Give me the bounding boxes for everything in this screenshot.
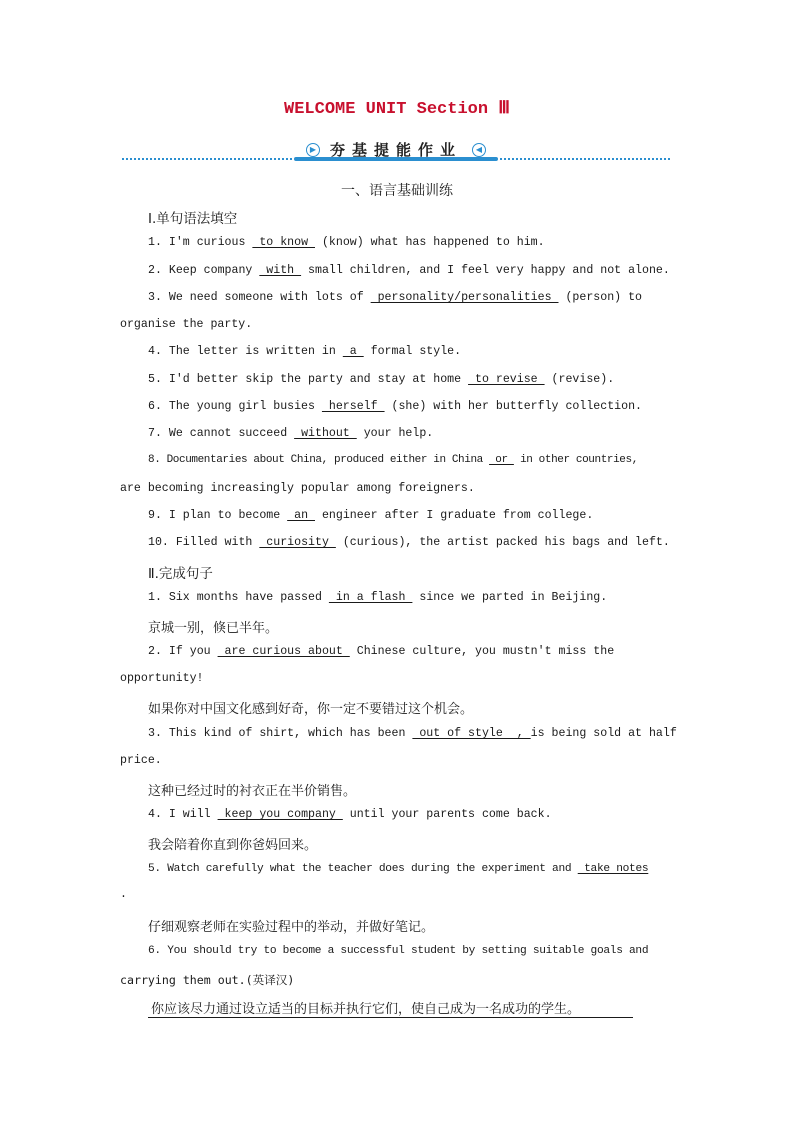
answer-blank: to revise	[468, 373, 545, 386]
exercise-item-continued: carrying them out.(英译汉)	[120, 973, 295, 987]
chinese-translation: 这种已经过时的衬衣正在半价销售。	[148, 784, 357, 799]
answer-blank: out of style ,	[412, 727, 531, 740]
answer-blank: personality/personalities	[370, 291, 559, 304]
subsection-heading-1: Ⅰ.单句语法填空	[148, 211, 238, 227]
chinese-translation: 我会陪着你直到你爸妈回来。	[148, 838, 318, 853]
dotted-rule-left	[122, 158, 292, 160]
answer-blank: are curious about	[217, 645, 350, 658]
answer-translation: 你应该尽力通过设立适当的目标并执行它们，使自己成为一名成功的学生。	[148, 998, 633, 1018]
exercise-item-continued: .	[120, 888, 127, 901]
chinese-translation: 京城一别，倏已半年。	[148, 621, 279, 636]
answer-blank: without	[294, 427, 357, 440]
document-title: WELCOME UNIT Section Ⅲ	[284, 100, 510, 119]
section-banner	[122, 140, 670, 162]
answer-blank: a	[342, 345, 364, 358]
exercise-item: 7. We cannot succeed without your help.	[148, 427, 434, 440]
answer-blank: in a flash	[328, 591, 413, 604]
exercise-item: 1. I'm curious to know (know) what has happened to him.	[148, 236, 545, 249]
exercise-item-continued: opportunity!	[120, 672, 204, 685]
exercise-item: 5. I'd better skip the party and stay at home to revise (revise).	[148, 373, 615, 386]
exercise-item: 3. This kind of shirt, which has been out of style , is being sold at half	[148, 727, 677, 740]
banner-ribbon	[294, 140, 498, 162]
exercise-item: 2. If you are curious about Chinese culture, you mustn't miss the	[148, 645, 615, 658]
answer-blank: to know	[252, 236, 315, 249]
answer-blank: an	[287, 509, 315, 522]
dotted-rule-right	[500, 158, 670, 160]
exercise-item: 8. Documentaries about China, produced either in China or in other countries,	[148, 454, 638, 466]
exercise-item-continued: are becoming increasingly popular among foreigners.	[120, 482, 475, 495]
chinese-translation: 仔细观察老师在实验过程中的举动，并做好笔记。	[148, 920, 435, 935]
exercise-item: 2. Keep company with small children, and I feel very happy and not alone.	[148, 264, 670, 277]
part-heading: 一、语言基础训练	[341, 183, 453, 199]
exercise-item: 1. Six months have passed in a flash since we parted in Beijing.	[148, 591, 608, 604]
exercise-item: 6. You should try to become a successful student by setting suitable goals and	[148, 945, 649, 957]
exercise-item-continued: price.	[120, 754, 162, 767]
subsection-heading-2: Ⅱ.完成句子	[148, 566, 213, 582]
exercise-item: 10. Filled with curiosity (curious), the artist packed his bags and left.	[148, 536, 670, 549]
exercise-item: 6. The young girl busies herself (she) with her butterfly collection.	[148, 400, 642, 413]
chinese-translation: 如果你对中国文化感到好奇，你一定不要错过这个机会。	[148, 702, 474, 717]
exercise-item: 9. I plan to become an engineer after I graduate from college.	[148, 509, 594, 522]
answer-blank: keep you company	[217, 808, 343, 821]
banner-text: 夯基提能作业	[329, 141, 462, 159]
exercise-item: 5. Watch carefully what the teacher does during the experiment and take notes	[148, 863, 649, 875]
exercise-item: 4. The letter is written in a formal style.	[148, 345, 462, 358]
arrow-left-icon: ◀	[472, 143, 486, 157]
exercise-item: 3. We need someone with lots of personality/personalities (person) to	[148, 291, 642, 304]
answer-blank: or	[489, 454, 514, 466]
answer-blank: curiosity	[259, 536, 336, 549]
answer-blank: herself	[321, 400, 385, 413]
exercise-item: 4. I will keep you company until your parents come back.	[148, 808, 552, 821]
exercise-item-continued: organise the party.	[120, 318, 253, 331]
arrow-right-icon: ▶	[306, 143, 320, 157]
answer-blank: take notes	[577, 863, 649, 875]
answer-blank: with	[259, 264, 302, 277]
